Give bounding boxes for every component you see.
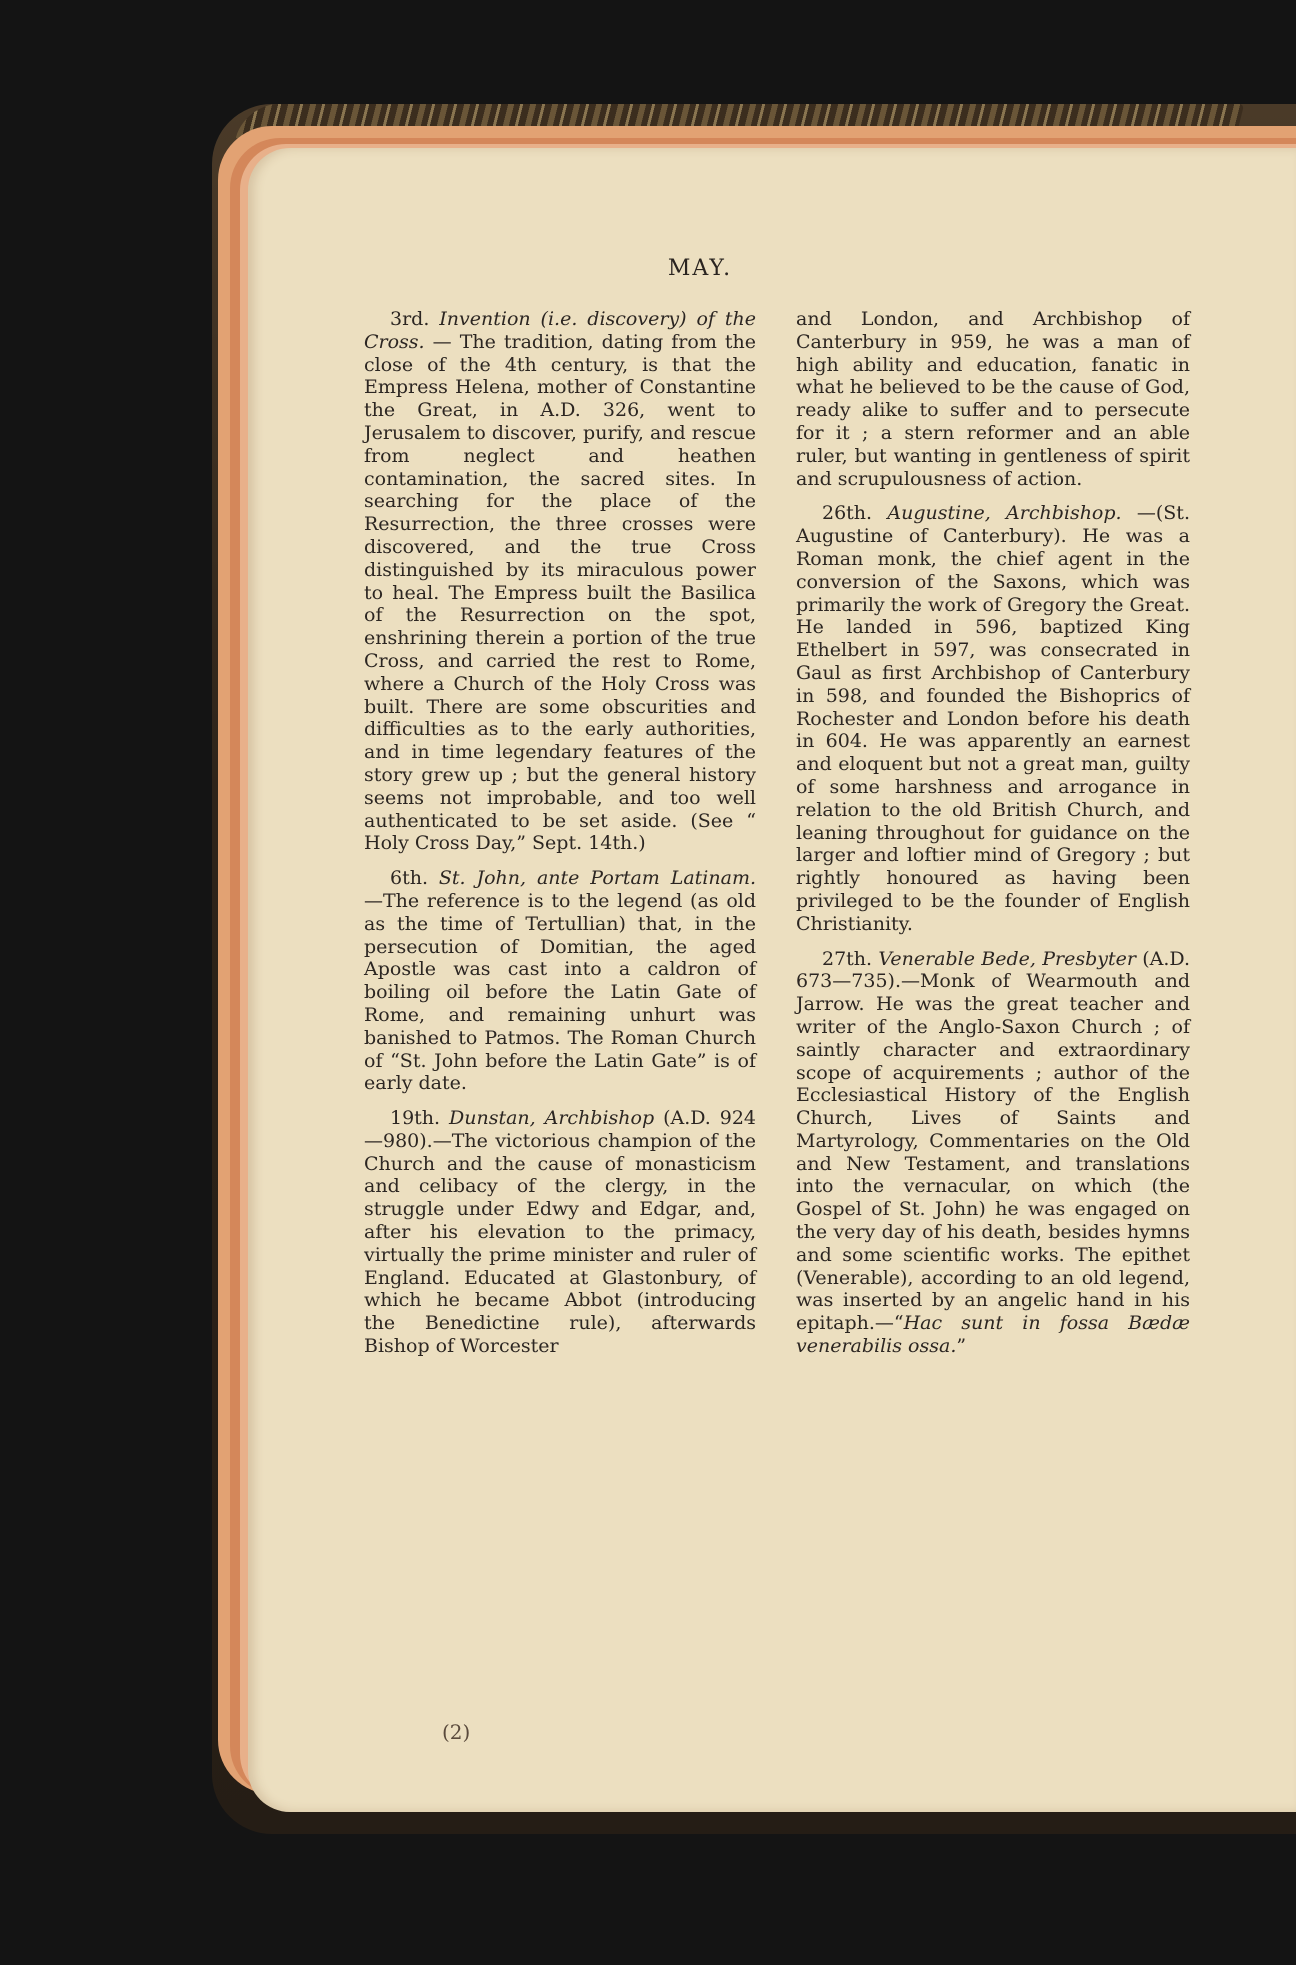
entry-text: (A.D. 673—735).—Monk of Wearmouth and Jarrow. He was the great teacher and writer of the Anglo-Saxon Church ; of saintly character and extraordinary scope of acquirements ; author of the Ecclesiastical History of the English Church, Lives of Saints and Martyrology, Commentaries on the Old and New Testament, and translations into the vernacular, on which (the Gospel of St. John) he was engaged on the very day of his death, besides hymns and some scientific works. The epithet (Venerable), according to an old legend, was inserted by an angelic hand in his epitaph.—“ — [796, 947, 1191, 1335]
entry-title: Dunstan, Archbishop — [449, 1107, 655, 1130]
entry-continuation: and London, and Archbishop of Canterbury in 959, he was a man of high ability and education, fanatic in what he believed to be the cause of God, ready alike to suffer and to persecute for it ; a stern reformer and an able ruler, but wanting in gentleness of spirit and scrupulousness of action. — [796, 308, 1190, 490]
left-column — [364, 308, 756, 1370]
entry-title: Invention (i.e. discovery) of the Cross. — [364, 308, 756, 353]
entry-title: Augustine, Archbishop. — [887, 502, 1122, 525]
entry-day: 6th. — [390, 867, 428, 890]
entry-may-26 — [796, 502, 1190, 935]
entry-may-19 — [364, 1107, 756, 1358]
entry-title: St. John, ante Portam Latinam. — [438, 867, 756, 890]
entry-day: 19th. — [390, 1107, 441, 1130]
latin-quote: Hac sunt in fossa Bædæ venerabilis ossa. — [796, 1312, 1190, 1358]
entry-text: (A.D. 924—980).—The victorious champion of the Church and the cause of monasticism and celibacy of the clergy, in the struggle under Edwy and Edgar, and, after his elevation to the primacy, virtually the prime minister and ruler of England. Educated at Glastonbury, of which he became Abbot (introducing the Benedictine rule), afterwards Bishop of Worcester — [364, 1107, 757, 1358]
entry-text: —(St. Augustine of Canterbury). He was a Roman monk, the chief agent in the conversion of the Saxons, which was primarily the work of Gregory the Great. He landed in 596, baptized King Ethelbert in 597, was consecrated in Gaul as first Archbishop of Canterbury in 598, and founded the Bishoprics of Rochester and London before his death in 604. He was apparently an earnest and eloquent but not a great man, guilty of some harshness and arrogance in relation to the old British Church, and leaning throughout for guidance on the larger and loftier mind of Gregory ; but rightly honoured as having been privileged to be the founder of English Christianity. — [796, 502, 1190, 935]
entry-may-3 — [364, 308, 756, 855]
entry-day: 27th. — [822, 947, 873, 970]
entry-text: —The reference is to the legend (as old as the time of Tertullian) that, in the persecution of Domitian, the aged Apostle was cast into a caldron of boiling oil before the Latin Gate of Rome, and remaining unhurt was banished to Patmos. The Roman Church of “St. John before the Latin Gate” is of early date. — [364, 889, 756, 1095]
entry-day: 26th. — [822, 502, 873, 525]
entry-may-27 — [796, 948, 1190, 1358]
entry-may-6 — [364, 867, 756, 1095]
running-head: MAY. — [667, 256, 733, 281]
entry-title: Venerable Bede, Presbyter — [878, 947, 1136, 970]
quote-close: ” — [956, 1335, 967, 1358]
entry-text: — The tradition, dating from the close of the 4th century, is that the Empress Helena, mother of Constantine the Great, in A.D. 326, went to Jerusalem to discover, purify, and rescue from neglect and heathen contamination, the sacred sites. In searching for the place of the Resurrection, the three crosses were discovered, and the true Cross distinguished by its miraculous power to heal. The Empress built the Basilica of the Resurrection on the spot, enshrining therein a portion of the true Cross, and carried the rest to Rome, where a Church of the Holy Cross was built. There are some obscurities and difficulties as to the early authorities, and in time legendary features of the story grew up ; but the general history seems not improbable, and too well authenticated to be set aside. (See “ Holy Cross Day,” Sept. 14th.) — [364, 330, 756, 855]
right-column — [796, 308, 1190, 1370]
entry-day: 3rd. — [390, 308, 430, 330]
page-number: (2) — [442, 1720, 471, 1744]
